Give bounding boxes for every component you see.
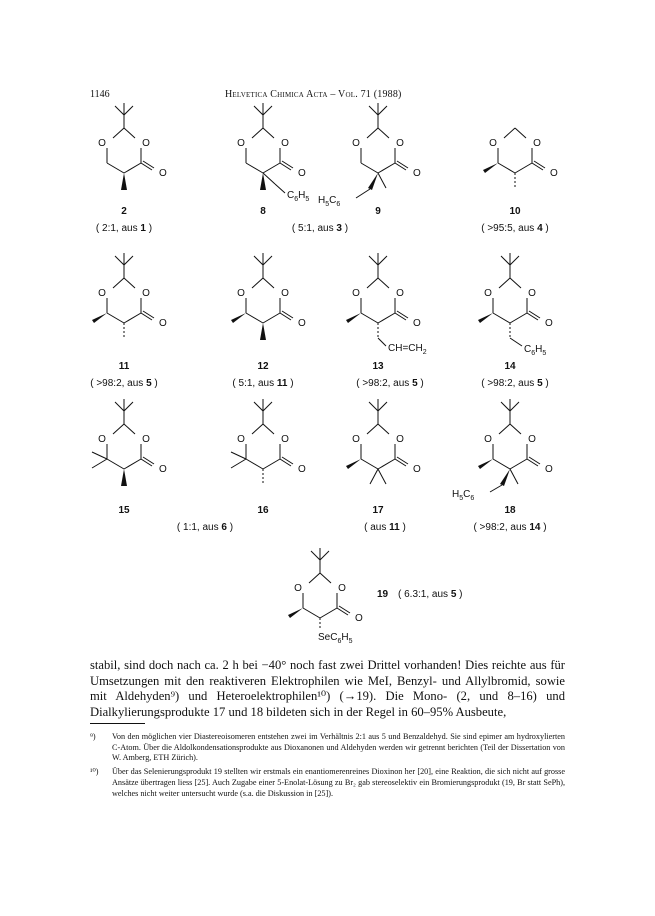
substituent-label: $H_5C_6$ xyxy=(452,489,475,502)
atom-label-O: O xyxy=(396,138,404,149)
compound-number: 8 xyxy=(260,206,266,217)
atom-label-O: O xyxy=(298,318,306,329)
footnote-mark: ⁹) xyxy=(90,732,96,741)
atom-label-O: O xyxy=(237,434,245,445)
compound-note: ( >98:2, aus 14 ) xyxy=(473,522,547,533)
atom-label-O: O xyxy=(237,288,245,299)
atom-label-O: O xyxy=(98,434,106,445)
atom-label-O: O xyxy=(281,434,289,445)
footnote-divider xyxy=(90,723,145,724)
atom-label-O: O xyxy=(142,288,150,299)
substituent-label: $C_6H_5$ xyxy=(287,190,310,203)
atom-label-O: O xyxy=(338,583,346,594)
atom-label-O: O xyxy=(98,138,106,149)
page-number: 1146 xyxy=(90,89,110,100)
atom-label-O: O xyxy=(413,464,421,475)
atom-label-O: O xyxy=(489,138,497,149)
compound-note: ( 2:1, aus 1 ) xyxy=(95,223,153,234)
footnotes xyxy=(90,732,565,802)
structure-13 xyxy=(346,253,427,356)
atom-label-O: O xyxy=(281,288,289,299)
atom-label-O: O xyxy=(294,583,302,594)
atom-label-O: O xyxy=(159,464,167,475)
structure-2 xyxy=(98,103,167,190)
atom-label-O: O xyxy=(528,434,536,445)
atom-label-O: O xyxy=(298,168,306,179)
compound-note: ( 5:1, aus 11 ) xyxy=(232,378,294,389)
compound-note: ( 5:1, aus 3 ) xyxy=(291,223,349,234)
atom-label-O: O xyxy=(545,464,553,475)
atom-label-O: O xyxy=(484,288,492,299)
paragraph-text: stabil, sind doch nach ca. 2 h bei −40° noch fast zwei Drittel vorhanden! Dies reichte aus für Umsetzungen mit den reaktiveren Elektrophilen wie MeI, Benzyl- und Allylbromid, sowie mit Aldehyden⁹) und Heteroelektrophilen¹⁰) (→19). Die Mono- (2, und 8–16) und Dialkylierungsprodukte 17 und 18 bildeten sich in der Regel in 60–95% Ausbeute, xyxy=(90,658,565,719)
atom-label-O: O xyxy=(159,318,167,329)
compound-number: 2 xyxy=(121,206,127,217)
atom-label-O: O xyxy=(533,138,541,149)
compound-number: 12 xyxy=(257,361,269,372)
compound-note: ( >95:5, aus 4 ) xyxy=(481,223,549,234)
atom-label-O: O xyxy=(352,288,360,299)
structure-12 xyxy=(231,253,306,340)
substituent-label: $C_6H_5$ xyxy=(524,344,547,357)
substituent-label: $CH=CH_2$ xyxy=(388,343,427,356)
structure-8 xyxy=(237,103,309,203)
atom-label-O: O xyxy=(281,138,289,149)
atom-label-O: O xyxy=(396,288,404,299)
compound-number: 18 xyxy=(504,505,516,516)
compound-note: ( >98:2, aus 5 ) xyxy=(90,378,158,389)
structure-10 xyxy=(483,128,558,188)
compound-number: 16 xyxy=(257,505,269,516)
compound-note: ( aus 11 ) xyxy=(364,522,406,533)
substituent-label: $SeC_6H_5$ xyxy=(318,632,353,645)
structure-14 xyxy=(478,253,553,357)
footnote-10 xyxy=(90,767,565,799)
body-paragraph xyxy=(90,658,565,720)
atom-label-O: O xyxy=(298,464,306,475)
compound-note: ( 1:1, aus 6 ) xyxy=(176,522,234,533)
compound-number: 13 xyxy=(372,361,384,372)
atom-label-O: O xyxy=(355,613,363,624)
atom-label-O: O xyxy=(98,288,106,299)
atom-label-O: O xyxy=(413,318,421,329)
atom-label-O: O xyxy=(550,168,558,179)
atom-label-O: O xyxy=(528,288,536,299)
atom-label-O: O xyxy=(396,434,404,445)
compound-note: ( >98:2, aus 5 ) xyxy=(356,378,424,389)
structure-18 xyxy=(452,399,553,502)
compound-number: 9 xyxy=(375,206,381,217)
structure-16 xyxy=(231,399,306,484)
atom-label-O: O xyxy=(545,318,553,329)
structure-17 xyxy=(346,399,421,484)
compound-number: 19 xyxy=(377,589,389,600)
compound-number: 15 xyxy=(118,505,130,516)
compound-number: 14 xyxy=(504,361,516,372)
atom-label-O: O xyxy=(237,138,245,149)
compound-number: 17 xyxy=(372,505,384,516)
footnote-text: Von den möglichen vier Diastereoisomeren entstehen zwei im Verhältnis 2:1 aus 5 und Benzaldehyd. Sie sind epimer am hydroxylierten C-Atom. Über die Aldolkondensationsprodukte aus Dioxanonen und Aldehyden werden wir getrennt berichten (Teil der Dissertation von W. Amberg, ETH Zürich). xyxy=(112,732,565,763)
compound-number: 11 xyxy=(118,361,130,372)
atom-label-O: O xyxy=(142,138,150,149)
atom-label-O: O xyxy=(484,434,492,445)
substituent-label: $H_5C_6$ xyxy=(318,195,341,208)
compound-number: 10 xyxy=(509,206,521,217)
running-head: Helvetica Chimica Acta – Vol. 71 (1988) xyxy=(225,89,402,100)
atom-label-O: O xyxy=(352,434,360,445)
footnote-9 xyxy=(90,732,565,764)
footnote-mark: ¹⁰) xyxy=(90,767,99,777)
atom-label-O: O xyxy=(413,168,421,179)
compound-note: ( 6.3:1, aus 5 ) xyxy=(398,589,463,600)
structure-11 xyxy=(92,253,167,338)
structure-15 xyxy=(92,399,167,486)
structure-19 xyxy=(288,548,363,645)
footnote-text: Über das Selenierungsprodukt 19 stellten wir erstmals ein enantiomerenreines Dioxinon her [20], eine Reaktion, die sich nicht auf grosse Ansätze übertragen liess [25]. Auch Zugabe einer 5-Enolat-Lösung zu Br₂ gab stereoselektiv ein Bromierungsprodukt (19, Br statt SePh), welches nicht weiter untersucht wurde (s.a. die Diskussion in [25]). xyxy=(112,767,565,798)
atom-label-O: O xyxy=(142,434,150,445)
structure-9 xyxy=(318,103,421,208)
atom-label-O: O xyxy=(352,138,360,149)
compound-note: ( >98:2, aus 5 ) xyxy=(481,378,549,389)
atom-label-O: O xyxy=(159,168,167,179)
